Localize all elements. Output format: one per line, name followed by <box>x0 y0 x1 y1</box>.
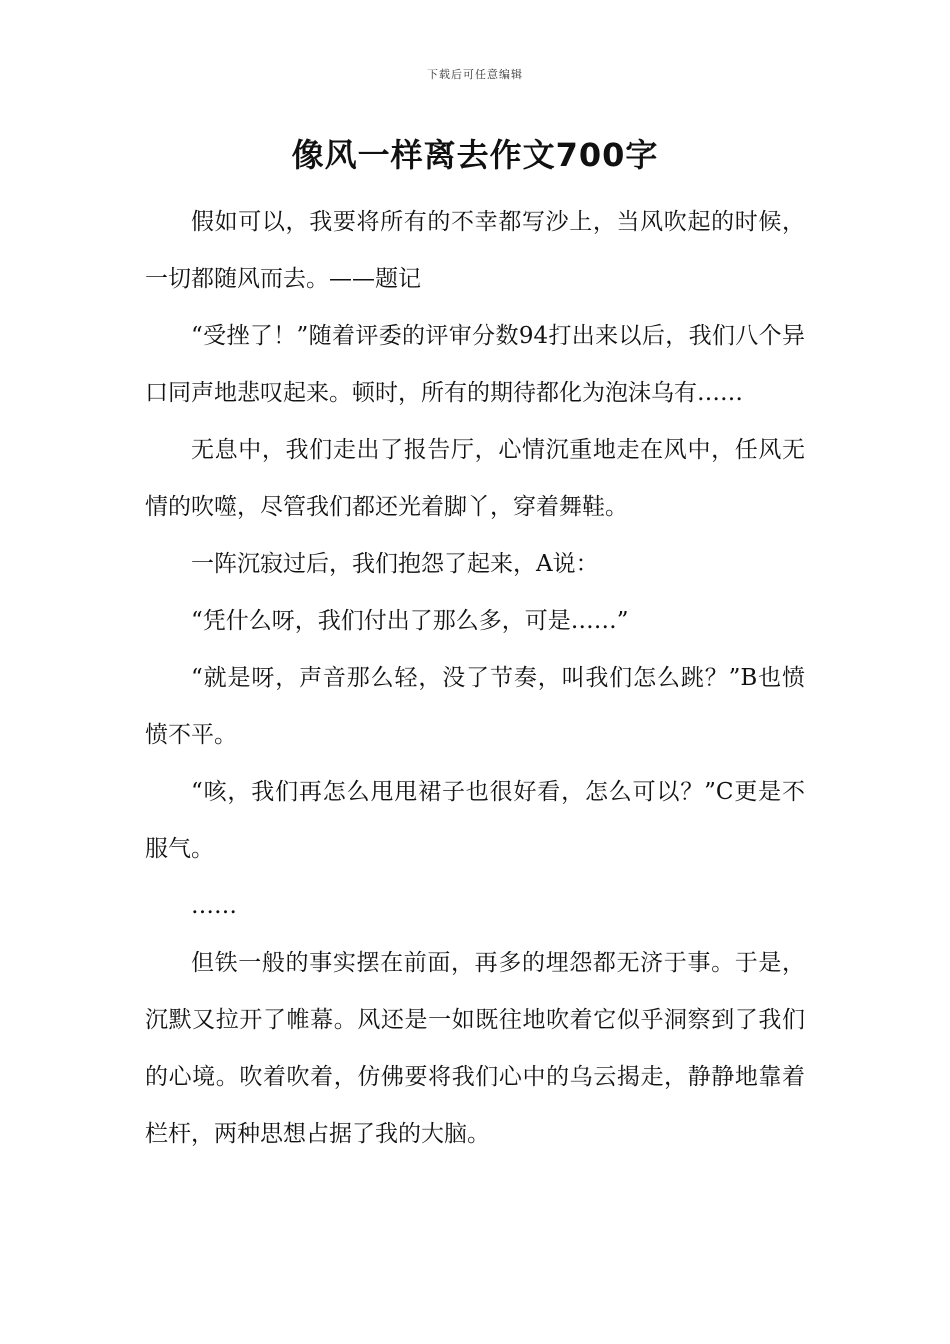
paragraph-quote-a: “凭什么呀，我们付出了那么多，可是……” <box>191 608 629 634</box>
paragraph-walk-out: 无息中，我们走出了报告厅，心情沉重地走在风中，任风无情的吹噬，尽管我们都还光着脚丫，穿着舞鞋。 <box>145 437 805 520</box>
document-body <box>145 194 805 1163</box>
paragraph-ellipsis: …… <box>191 893 237 919</box>
page-header-note: 下载后可任意编辑 <box>427 68 523 81</box>
paragraph-reflection: 但铁一般的事实摆在前面，再多的埋怨都无济于事。于是，沉默又拉开了帷幕。风还是一如既往地吹着它似乎洞察到了我们的心境。吹着吹着，仿佛要将我们心中的乌云揭走，静静地靠着栏杆，两种思想占据了我的大脑。 <box>145 950 805 1147</box>
paragraph-complain-intro: 一阵沉寂过后，我们抱怨了起来，A说： <box>191 551 599 577</box>
paragraph-quote-b: “就是呀，声音那么轻，没了节奏，叫我们怎么跳？”B也愤愤不平。 <box>145 665 805 748</box>
document-title: 像风一样离去作文700字 <box>291 136 659 174</box>
paragraph-quote-c: “咳，我们再怎么甩甩裙子也很好看，怎么可以？”C更是不服气。 <box>145 779 805 862</box>
paragraph-epigraph: 假如可以，我要将所有的不幸都写沙上，当风吹起的时候，一切都随风而去。——题记 <box>145 209 805 292</box>
paragraph-score: “受挫了！”随着评委的评审分数94打出来以后，我们八个异口同声地悲叹起来。顿时，所有的期待都化为泡沫乌有…… <box>145 323 805 406</box>
